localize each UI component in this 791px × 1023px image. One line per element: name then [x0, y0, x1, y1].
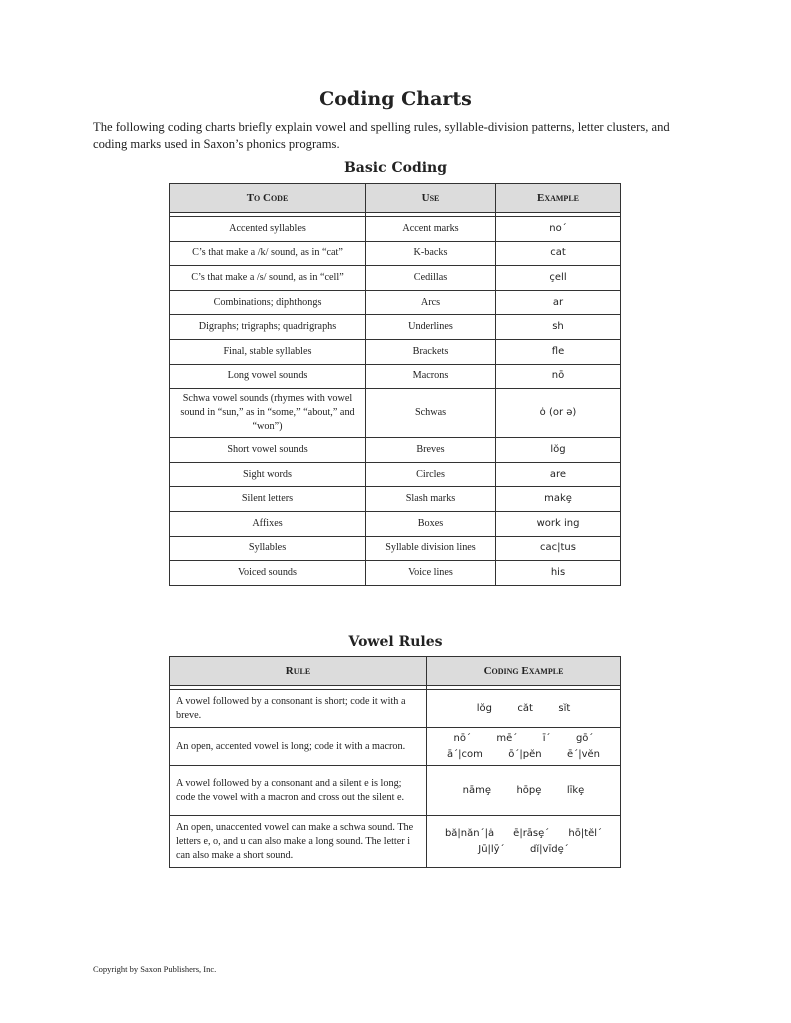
- use-cell: K-backs: [366, 241, 496, 266]
- to-code-cell: C’s that make a /s/ sound, as in “cell”: [170, 266, 366, 291]
- use-cell: Macrons: [366, 364, 496, 389]
- basic-coding-heading: Basic Coding: [343, 160, 448, 176]
- use-cell: Slash marks: [366, 487, 496, 512]
- to-code-cell: Syllables: [170, 536, 366, 561]
- use-cell: Syllable division lines: [366, 536, 496, 561]
- table-row: [170, 511, 621, 536]
- coding-example-line: bă|năn´|ȧ ē|rāsȩ´ hō|tĕl´: [444, 827, 603, 839]
- example-cell: his: [496, 561, 621, 586]
- table-row: [170, 315, 621, 340]
- coding-example-cell: [427, 728, 621, 766]
- use-cell: Brackets: [366, 339, 496, 364]
- to-code-cell: Schwa vowel sounds (rhymes with vowel sound in “sun,” as in “some,” “about,” and “won”): [170, 389, 366, 438]
- table-row: [170, 766, 621, 816]
- table-row: [170, 266, 621, 291]
- to-code-cell: C’s that make a /k/ sound, as in “cat”: [170, 241, 366, 266]
- to-code-cell: Short vowel sounds: [170, 438, 366, 463]
- table-row: [170, 816, 621, 868]
- to-code-cell: Silent letters: [170, 487, 366, 512]
- table-row: [170, 487, 621, 512]
- example-cell: no´: [496, 217, 621, 242]
- column-header-rule: Rule: [170, 657, 427, 686]
- coding-example-cell: [427, 766, 621, 816]
- table-row: [170, 217, 621, 242]
- use-cell: Cedillas: [366, 266, 496, 291]
- rule-cell: A vowel followed by a consonant and a silent e is long; code the vowel with a macron and cross out the silent e.: [170, 766, 427, 816]
- coding-example-line: nō´ mē´ ī´ gō´: [453, 732, 594, 744]
- use-cell: Circles: [366, 462, 496, 487]
- example-cell: ar: [496, 290, 621, 315]
- vowel-rules-table: [169, 656, 621, 868]
- rule-cell: An open, unaccented vowel can make a schwa sound. The letters e, o, and u can also make a long sound. The letter i can also make a short sound.: [170, 816, 427, 868]
- use-cell: Voice lines: [366, 561, 496, 586]
- intro-paragraph: The following coding charts briefly explain vowel and spelling rules, syllable-division patterns, letter clusters, and coding marks used in Saxon’s phonics programs.: [93, 120, 670, 151]
- coding-example-cell: [427, 816, 621, 868]
- table-row: [170, 438, 621, 463]
- column-header-use: Use: [366, 184, 496, 213]
- example-cell: work ing: [496, 511, 621, 536]
- coding-example-line: lŏg căt sĭt: [476, 702, 571, 714]
- rule-cell: A vowel followed by a consonant is short; code it with a breve.: [170, 690, 427, 728]
- to-code-cell: Final, stable syllables: [170, 339, 366, 364]
- example-cell: ȯ (or ə): [496, 389, 621, 438]
- example-cell: cat: [496, 241, 621, 266]
- table-row: [170, 389, 621, 438]
- column-header-example: Example: [496, 184, 621, 213]
- example-cell: are: [496, 462, 621, 487]
- example-cell: nō: [496, 364, 621, 389]
- coding-example-line: ā´|com ō´|pĕn ē´|vĕn: [447, 748, 600, 760]
- table-row: [170, 290, 621, 315]
- use-cell: Schwas: [366, 389, 496, 438]
- table-row: [170, 690, 621, 728]
- table-row: [170, 241, 621, 266]
- page-title: Coding Charts: [319, 88, 472, 110]
- table-row: [170, 536, 621, 561]
- table-row: [170, 728, 621, 766]
- use-cell: Boxes: [366, 511, 496, 536]
- use-cell: Accent marks: [366, 217, 496, 242]
- vowel-rules-heading: Vowel Rules: [348, 634, 443, 650]
- example-cell: cac|tus: [496, 536, 621, 561]
- to-code-cell: Digraphs; trigraphs; quadrigraphs: [170, 315, 366, 340]
- coding-example-cell: [427, 690, 621, 728]
- table-row: [170, 364, 621, 389]
- example-cell: fle: [496, 339, 621, 364]
- example-cell: sh: [496, 315, 621, 340]
- use-cell: Arcs: [366, 290, 496, 315]
- coding-example-line: nāmȩ hōpȩ līkȩ: [462, 784, 585, 796]
- table-row: [170, 339, 621, 364]
- to-code-cell: Sight words: [170, 462, 366, 487]
- use-cell: Breves: [366, 438, 496, 463]
- column-header-coding-example: Coding Example: [427, 657, 621, 686]
- to-code-cell: Long vowel sounds: [170, 364, 366, 389]
- use-cell: Underlines: [366, 315, 496, 340]
- example-cell: makȩ: [496, 487, 621, 512]
- copyright-footer: Copyright by Saxon Publishers, Inc.: [93, 964, 217, 974]
- table-row: [170, 561, 621, 586]
- to-code-cell: Accented syllables: [170, 217, 366, 242]
- rule-cell: An open, accented vowel is long; code it with a macron.: [170, 728, 427, 766]
- example-cell: lŏg: [496, 438, 621, 463]
- to-code-cell: Combinations; diphthongs: [170, 290, 366, 315]
- basic-coding-table: [169, 183, 621, 586]
- table-row: [170, 462, 621, 487]
- coding-example-line: Jū|lȳ´ dĭ|vīdȩ´: [478, 843, 569, 855]
- to-code-cell: Affixes: [170, 511, 366, 536]
- column-header-to-code: To Code: [170, 184, 366, 213]
- example-cell: çell: [496, 266, 621, 291]
- to-code-cell: Voiced sounds: [170, 561, 366, 586]
